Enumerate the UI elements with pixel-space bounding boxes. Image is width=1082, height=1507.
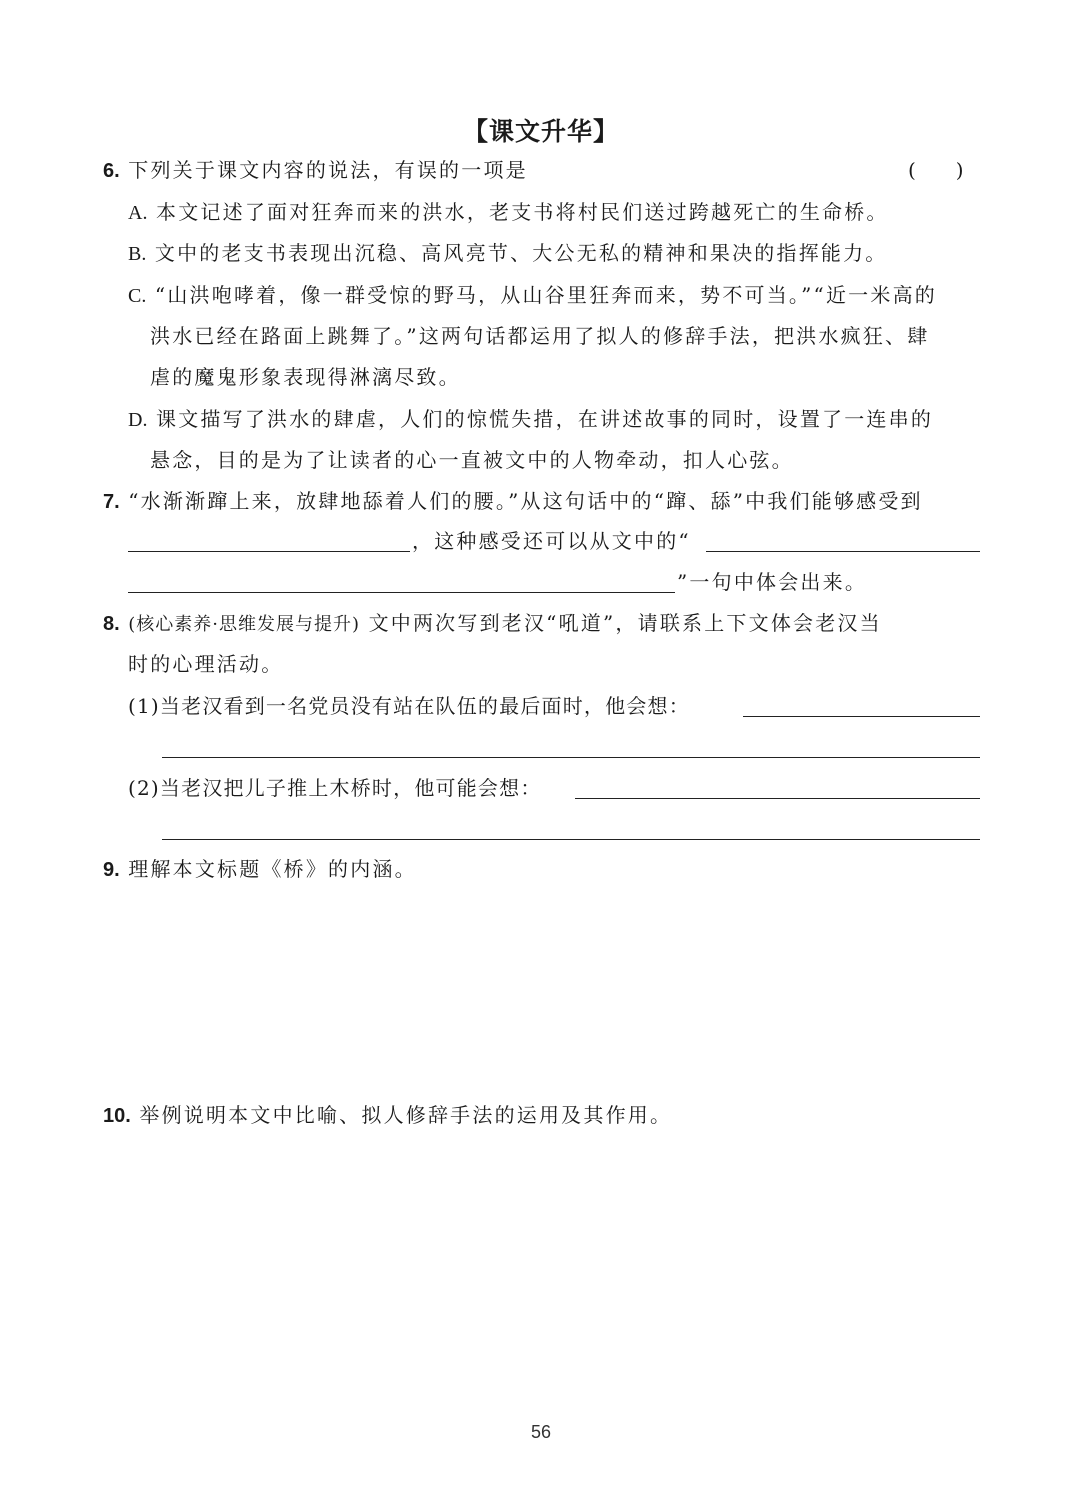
answer-area[interactable] <box>103 890 980 1090</box>
sub-question-2: (2)当老汉把儿子推上木桥时，他可能会想： <box>128 776 542 800</box>
answer-blank[interactable] <box>162 839 980 840</box>
question-7-mid: ，这种感受还可以从文中的“ <box>412 529 691 553</box>
question-text: “水渐渐蹿上来，放肆地舔着人们的腰。”从这句话中的“蹿、舔”中我们能够感受到 <box>128 489 923 513</box>
option-label: A. <box>128 202 148 224</box>
question-text: 理解本文标题《桥》的内涵。 <box>128 857 417 881</box>
question-number: 8. <box>103 613 120 635</box>
option-label: D. <box>128 409 148 431</box>
question-6-stem <box>103 156 528 185</box>
option-text: 课文描写了洪水的肆虐，人们的惊慌失措，在讲述故事的同时，设置了一连串的 <box>156 407 934 431</box>
question-10 <box>103 1101 672 1130</box>
question-7-end: ”一句中体会出来。 <box>677 570 868 594</box>
option-label: C. <box>128 285 147 307</box>
answer-blank[interactable] <box>706 551 980 552</box>
answer-blank[interactable] <box>128 592 675 593</box>
question-text: 举例说明本文中比喻、拟人修辞手法的运用及其作用。 <box>139 1103 673 1127</box>
answer-area[interactable] <box>103 1136 980 1386</box>
question-9 <box>103 855 417 884</box>
question-number: 10. <box>103 1105 131 1127</box>
answer-blank[interactable] <box>162 757 980 758</box>
option-text: 本文记述了面对狂奔而来的洪水，老支书将村民们送过跨越死亡的生命桥。 <box>156 200 889 224</box>
option-a[interactable] <box>128 198 889 227</box>
answer-blank[interactable] <box>128 551 410 552</box>
option-c[interactable] <box>128 281 937 310</box>
section-title: 【课文升华】 <box>462 117 619 146</box>
option-b[interactable] <box>128 239 888 268</box>
option-d-continued: 悬念，目的是为了让读者的心一直被文中的人物牵动，扣人心弦。 <box>150 448 794 472</box>
question-8-stem <box>103 609 882 639</box>
question-8-continued: 时的心理活动。 <box>128 652 284 676</box>
page-number: 56 <box>530 1422 552 1442</box>
sub-question-1: (1)当老汉看到一名党员没有站在队伍的最后面时，他会想： <box>128 694 690 718</box>
question-7-stem <box>103 487 923 516</box>
option-label: B. <box>128 243 147 265</box>
question-text: 下列关于课文内容的说法，有误的一项是 <box>128 158 528 182</box>
option-text: 文中的老支书表现出沉稳、高风亮节、大公无私的精神和果决的指挥能力。 <box>154 241 888 265</box>
question-text: 文中两次写到老汉“吼道”，请联系上下文体会老汉当 <box>368 611 882 635</box>
question-number: 9. <box>103 859 120 881</box>
option-text: “山洪咆哮着，像一群受惊的野马，从山谷里狂奔而来，势不可当。”“近一米高的 <box>154 283 937 307</box>
answer-blank[interactable] <box>743 716 980 717</box>
answer-bracket[interactable]: ( ) <box>908 158 964 182</box>
question-number: 7. <box>103 491 120 513</box>
question-number: 6. <box>103 160 120 182</box>
answer-blank[interactable] <box>575 798 980 799</box>
option-d[interactable] <box>128 405 933 434</box>
option-c-continued: 洪水已经在路面上跳舞了。”这两句话都运用了拟人的修辞手法，把洪水疯狂、肆 <box>150 324 930 348</box>
option-c-continued: 虐的魔鬼形象表现得淋漓尽致。 <box>150 365 461 389</box>
competency-tag: (核心素养·思维发展与提升) <box>128 614 361 635</box>
